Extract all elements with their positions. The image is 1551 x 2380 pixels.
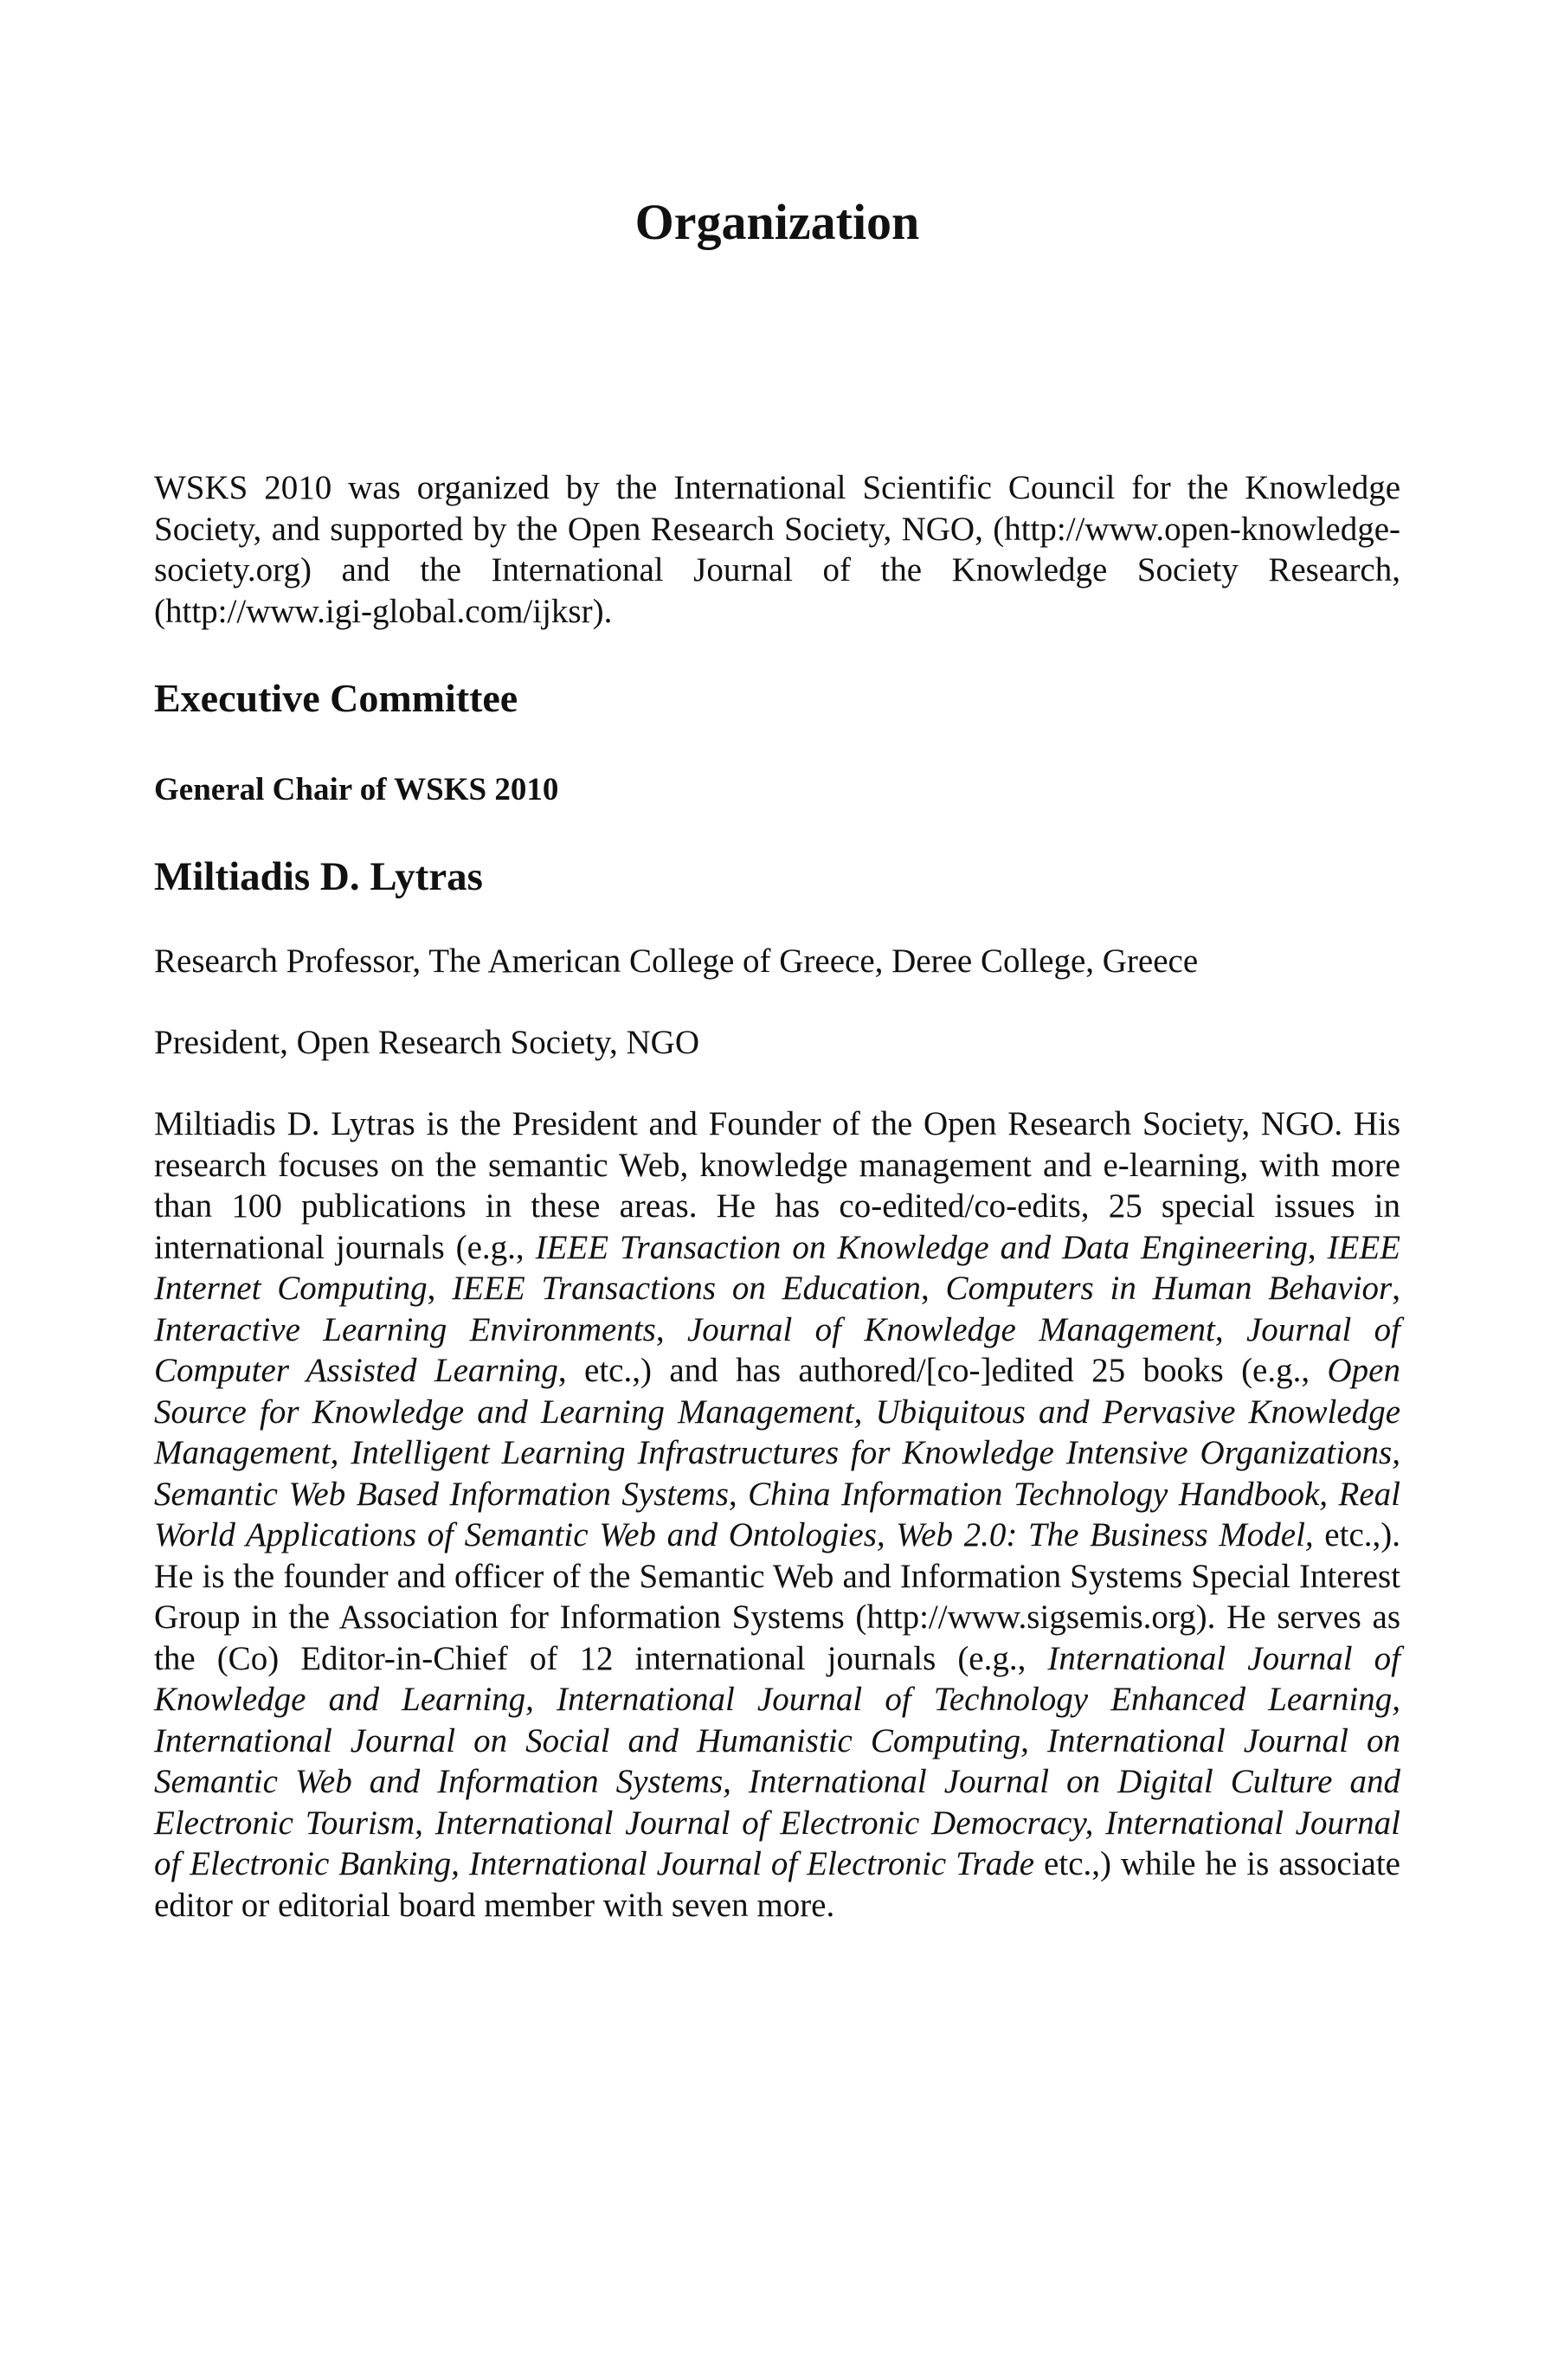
bio-text: etc.,). He is the founder and officer of the Semantic Web and Information Systems Special Interest Group in the Association for Information Systems (http://www.sigsemis.org). He serves as the (Co) Editor-in-Chief of 12 international journals (e.g.,: [154, 1516, 1400, 1677]
bio-journal-title: IEEE Transactions on Education: [452, 1270, 921, 1307]
bio-journal-title: Journal of Computer Assisted Learning: [154, 1310, 1401, 1389]
executive-committee-heading: Executive Committee: [154, 676, 518, 720]
intro-paragraph: WSKS 2010 was organized by the International Scientific Council for the Knowledge Society, and supported by the Open Research Society, NGO, (http://www.open-knowledge-society.org) and the International Journal of the Knowledge Society Research, (http://www.igi-global.com/ijksr).: [154, 469, 1400, 630]
bio-text: ,: [655, 1310, 687, 1348]
bio-text: ,: [1214, 1310, 1246, 1348]
chair-biography: [154, 1103, 1400, 1926]
bio-book-titles: Open Source for Knowledge and Learning Management, Ubiquitous and Pervasive Knowledge Management, Intelligent Learning Infrastructures for Knowledge Intensive Organizations, Semantic Web Based Information Systems, China Information Technology Handbook, Real World Applications of Semantic Web and Ontologies, Web 2.0: The Business Model,: [154, 1352, 1400, 1553]
bio-text: , etc.,) and has authored/[co-]edited 25 books (e.g.,: [557, 1352, 1328, 1389]
chair-role-research-professor: Research Professor, The American College of Greece, Deree College, Greece: [154, 942, 1199, 980]
bio-text: ,: [427, 1270, 453, 1307]
bio-text: etc.,) while he is associate editor or editorial board member with seven more.: [154, 1845, 1400, 1924]
bio-journal-title: Journal of Knowledge Management: [686, 1310, 1215, 1348]
bio-editor-journal-titles: International Journal of Knowledge and Learning, International Journal of Technology Enhanced Learning, International Journal on Social and Humanistic Computing, International Journal on Semantic Web and Information Systems, International Journal on Digital Culture and Electronic Tourism, International Journal of Electronic Democracy, International Journal of Electronic Banking, International Journal of Electronic Trade: [154, 1639, 1400, 1882]
bio-text: ,: [1392, 1270, 1400, 1307]
chair-name: Miltiadis D. Lytras: [154, 854, 483, 899]
bio-journal-title: Computers in Human Behavior: [945, 1270, 1393, 1307]
bio-journal-title: IEEE Internet Computing: [154, 1228, 1400, 1307]
bio-journal-title: Interactive Learning Environments: [154, 1310, 656, 1348]
bio-text: Miltiadis D. Lytras is the President and Founder of the Open Research Society, NGO. His research focuses on the semantic Web, knowledge management and e-learning, with more than 100 publications in these areas. He has co-edited/co-edits, 25 special issues in international journals (e.g.,: [154, 1105, 1400, 1266]
bio-text: ,: [920, 1270, 946, 1307]
bio-journal-title: IEEE Transaction on Knowledge and Data Engineering: [535, 1228, 1308, 1266]
chair-role-president: President, Open Research Society, NGO: [154, 1024, 699, 1061]
bio-text: ,: [1307, 1228, 1328, 1266]
page-title: Organization: [634, 194, 920, 250]
general-chair-label: General Chair of WSKS 2010: [154, 772, 559, 807]
